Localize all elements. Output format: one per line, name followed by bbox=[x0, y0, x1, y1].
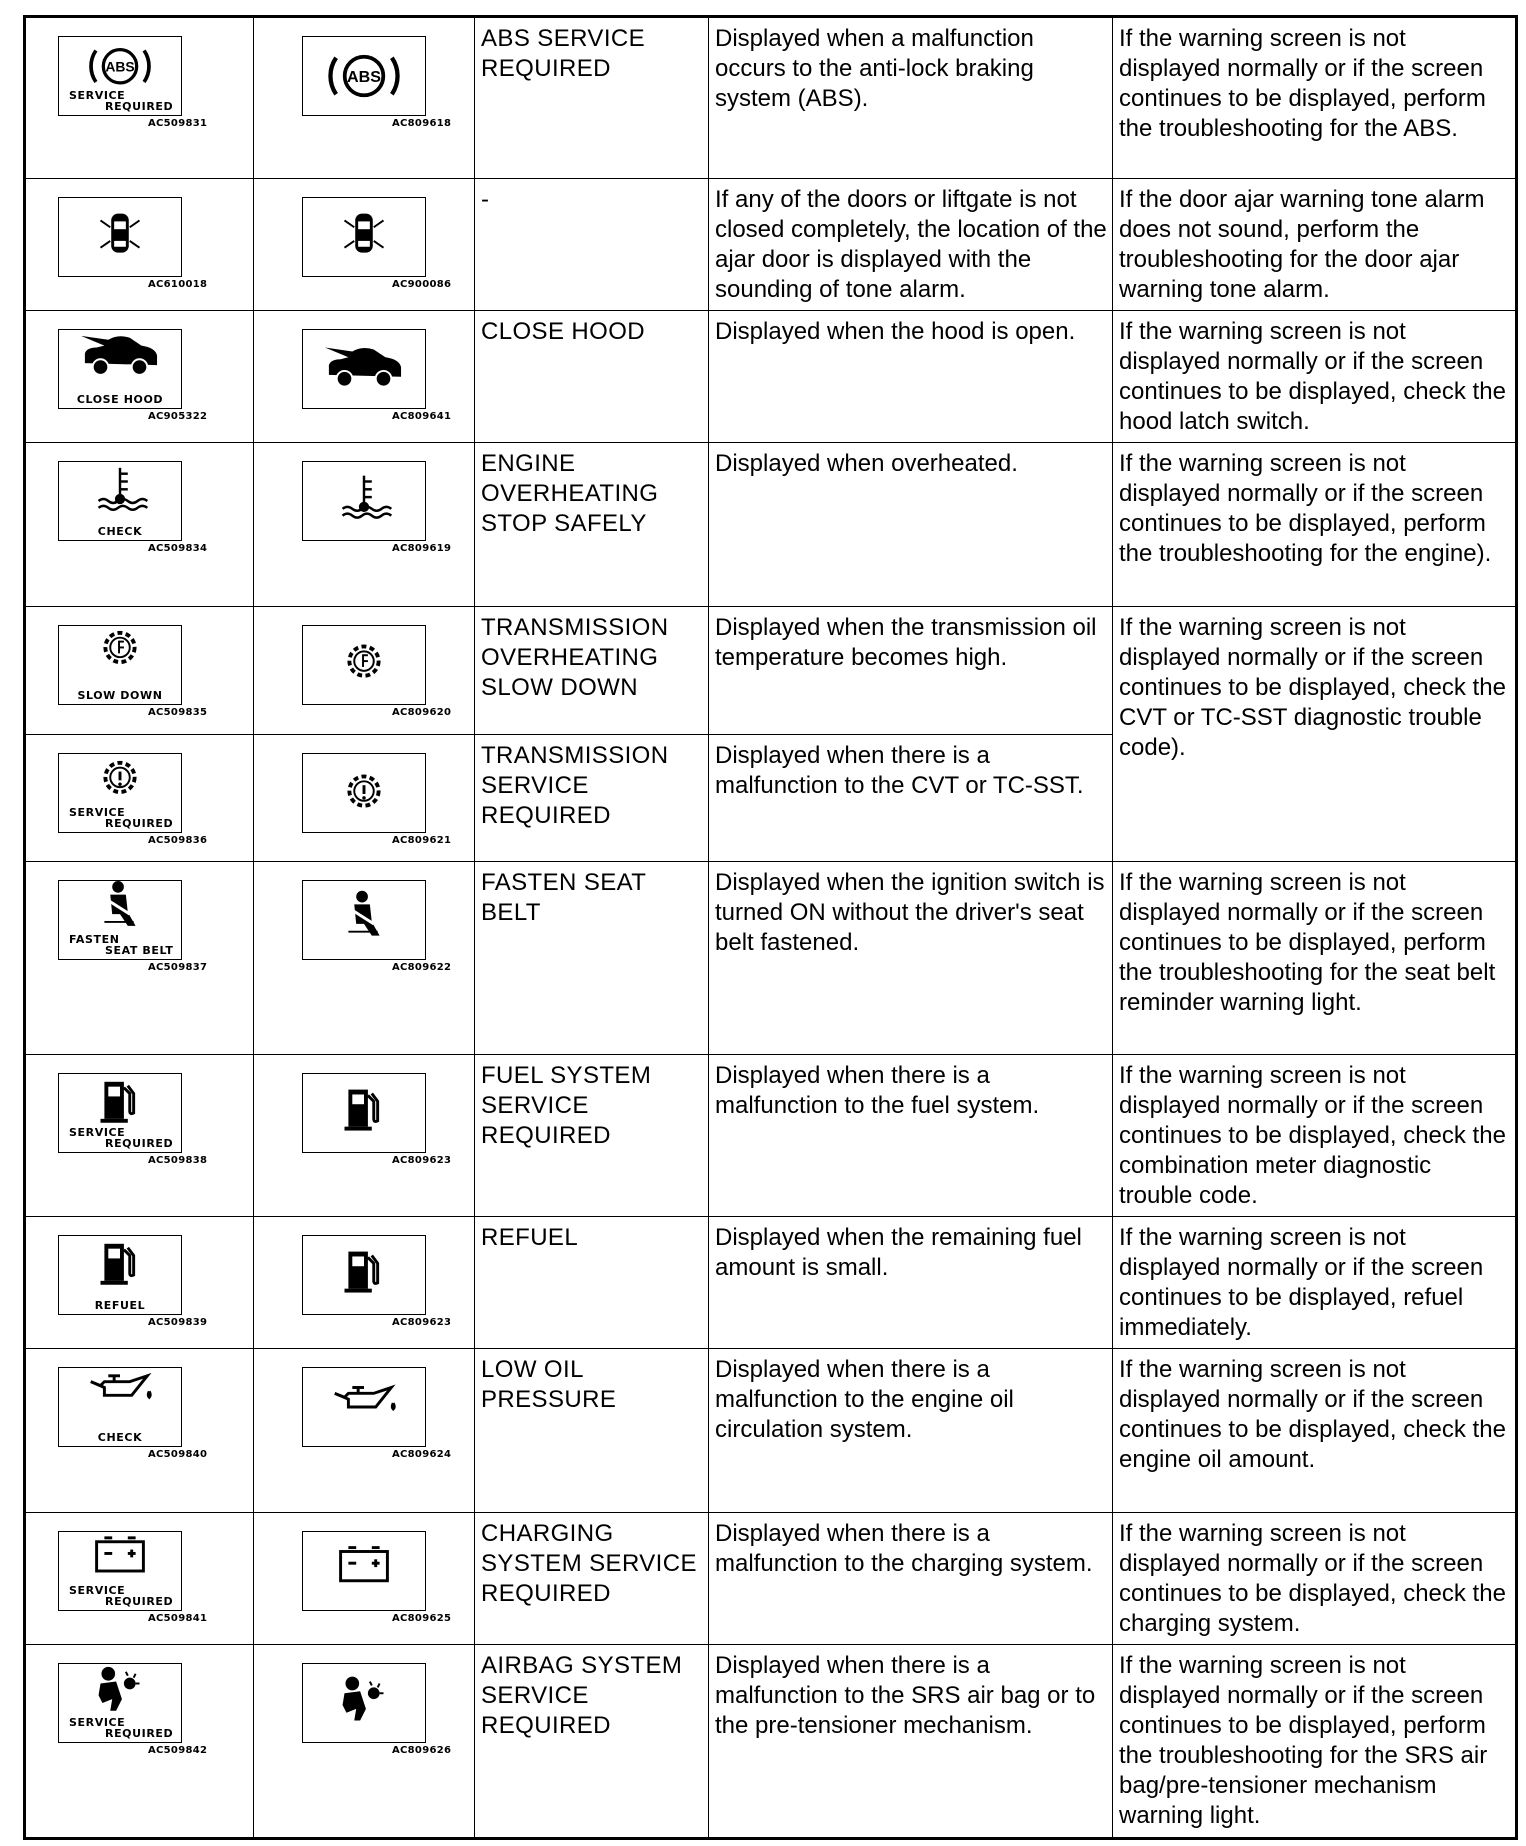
airbag-icon bbox=[303, 1664, 425, 1742]
corrective-action: If the warning screen is not displayed normally or if the screen continues to be displayed, check the hood latch switch. bbox=[1119, 318, 1506, 435]
message-label: AIRBAG SYSTEM SERVICE REQUIRED bbox=[481, 1652, 683, 1739]
corrective-action: If the warning screen is not displayed normally or if the screen continues to be displayed, check the CVT or TC-SST diagnostic trouble code). bbox=[1119, 614, 1506, 761]
display-condition: Displayed when there is a malfunction to the engine oil circulation system. bbox=[715, 1356, 1014, 1443]
icon-frame bbox=[302, 461, 426, 541]
icon-caption bbox=[59, 690, 181, 701]
corrective-action: If the door ajar warning tone alarm does not sound, perform the troubleshooting for the door ajar warning tone alarm. bbox=[1119, 186, 1485, 303]
display-condition-cell bbox=[709, 1645, 1113, 1839]
icon-frame bbox=[58, 1531, 182, 1611]
display-condition-cell bbox=[709, 1055, 1113, 1217]
table-row bbox=[25, 311, 1517, 443]
icon-frame bbox=[302, 1367, 426, 1447]
icon-frame bbox=[302, 329, 426, 409]
icon-frame bbox=[302, 753, 426, 833]
icon-frame bbox=[58, 1367, 182, 1447]
icon-caption bbox=[59, 1127, 181, 1149]
icon-frame bbox=[58, 880, 182, 960]
warning-screen-icon-cell bbox=[25, 443, 254, 607]
icon-caption-line: SERVICE bbox=[69, 89, 126, 102]
corrective-action-cell bbox=[1113, 862, 1517, 1055]
figure-code: AC809620 bbox=[392, 707, 452, 718]
table-row bbox=[25, 1513, 1517, 1645]
corrective-action: If the warning screen is not displayed normally or if the screen continues to be displayed, check the charging system. bbox=[1119, 1520, 1506, 1637]
figure-code: AC809621 bbox=[392, 835, 452, 846]
icon-frame bbox=[302, 625, 426, 705]
icon-frame bbox=[58, 36, 182, 116]
message-label-cell bbox=[475, 443, 709, 607]
icon-caption-line: REFUEL bbox=[94, 1299, 146, 1312]
corrective-action: If the warning screen is not displayed normally or if the screen continues to be displayed, perform the troubleshooting for the seat belt reminder warning light. bbox=[1119, 869, 1496, 1016]
table-row bbox=[25, 862, 1517, 1055]
icon-frame bbox=[58, 329, 182, 409]
display-condition: Displayed when there is a malfunction to the fuel system. bbox=[715, 1062, 1040, 1119]
icon-caption-line: SERVICE bbox=[69, 1126, 126, 1139]
warning-screen-icon-cell bbox=[25, 1217, 254, 1349]
warning-screen-icon-cell bbox=[25, 311, 254, 443]
icon-frame bbox=[302, 1531, 426, 1611]
display-icon-cell bbox=[254, 1349, 475, 1513]
abs-icon bbox=[303, 37, 425, 115]
icon-frame bbox=[302, 1663, 426, 1743]
icon-caption-line: CHECK bbox=[97, 1431, 143, 1444]
warning-screen-icon-cell bbox=[25, 1513, 254, 1645]
display-condition-cell bbox=[709, 17, 1113, 179]
icon-caption-line: SERVICE bbox=[69, 1584, 126, 1597]
icon-frame bbox=[58, 1073, 182, 1153]
display-icon-cell bbox=[254, 17, 475, 179]
svg-text:ABS: ABS bbox=[105, 58, 135, 75]
icon-caption bbox=[59, 1432, 181, 1443]
icon-caption bbox=[59, 1300, 181, 1311]
icon-caption-line: SERVICE bbox=[69, 806, 126, 819]
icon-frame bbox=[302, 36, 426, 116]
icon-frame bbox=[58, 1235, 182, 1315]
corrective-action-cell bbox=[1113, 311, 1517, 443]
icon-frame bbox=[58, 625, 182, 705]
corrective-action-cell bbox=[1113, 443, 1517, 607]
warning-screen-icon-cell bbox=[25, 1055, 254, 1217]
battery-icon bbox=[303, 1532, 425, 1610]
icon-frame bbox=[58, 1663, 182, 1743]
display-condition-cell bbox=[709, 1217, 1113, 1349]
figure-code: AC509831 bbox=[148, 118, 208, 129]
figure-code: AC809618 bbox=[392, 118, 452, 129]
corrective-action: If the warning screen is not displayed normally or if the screen continues to be displayed, perform the troubleshooting for the ABS. bbox=[1119, 25, 1486, 142]
display-icon-cell bbox=[254, 1513, 475, 1645]
coolant-temperature-icon bbox=[303, 462, 425, 540]
message-label: ABS SERVICE REQUIRED bbox=[481, 25, 646, 82]
corrective-action-cell bbox=[1113, 1217, 1517, 1349]
message-label: CLOSE HOOD bbox=[481, 318, 646, 345]
icon-caption bbox=[59, 934, 181, 956]
figure-code: AC809623 bbox=[392, 1155, 452, 1166]
seat-belt-icon bbox=[303, 881, 425, 959]
display-condition-cell bbox=[709, 1349, 1113, 1513]
corrective-action-cell bbox=[1113, 1645, 1517, 1839]
icon-frame bbox=[58, 461, 182, 541]
display-icon-cell bbox=[254, 862, 475, 1055]
figure-code: AC509840 bbox=[148, 1449, 208, 1460]
icon-caption-line: CHECK bbox=[97, 525, 143, 538]
icon-caption-line: REQUIRED bbox=[105, 1137, 174, 1150]
icon-caption bbox=[59, 1717, 181, 1739]
icon-frame bbox=[302, 197, 426, 277]
display-condition-cell bbox=[709, 443, 1113, 607]
icon-caption-line: FASTEN bbox=[69, 933, 120, 946]
icon-caption-line: SERVICE bbox=[69, 1716, 126, 1729]
oil-can-icon bbox=[303, 1368, 425, 1446]
hood-open-icon bbox=[303, 330, 425, 408]
table-row bbox=[25, 1217, 1517, 1349]
corrective-action: If the warning screen is not displayed normally or if the screen continues to be displayed, check the engine oil amount. bbox=[1119, 1356, 1506, 1473]
corrective-action: If the warning screen is not displayed normally or if the screen continues to be displayed, refuel immediately. bbox=[1119, 1224, 1484, 1341]
warning-display-table bbox=[23, 15, 1518, 1840]
display-condition: Displayed when the transmission oil temperature becomes high. bbox=[715, 614, 1097, 671]
message-label-cell bbox=[475, 1645, 709, 1839]
figure-code: AC509841 bbox=[148, 1613, 208, 1624]
icon-frame bbox=[302, 1235, 426, 1315]
warning-screen-icon-cell bbox=[25, 17, 254, 179]
message-label-cell bbox=[475, 735, 709, 862]
icon-caption bbox=[59, 1585, 181, 1607]
figure-code: AC509836 bbox=[148, 835, 208, 846]
figure-code: AC809619 bbox=[392, 543, 452, 554]
icon-caption bbox=[59, 807, 181, 829]
transmission-warning-icon bbox=[303, 754, 425, 832]
icon-caption-line: REQUIRED bbox=[105, 1595, 174, 1608]
figure-code: AC509834 bbox=[148, 543, 208, 554]
display-icon-cell bbox=[254, 443, 475, 607]
figure-code: AC509835 bbox=[148, 707, 208, 718]
display-icon-cell bbox=[254, 607, 475, 735]
table-row bbox=[25, 1055, 1517, 1217]
message-label-cell bbox=[475, 862, 709, 1055]
display-condition: Displayed when the ignition switch is turned ON without the driver's seat belt fastened. bbox=[715, 869, 1105, 956]
figure-code: AC809624 bbox=[392, 1449, 452, 1460]
display-condition: Displayed when the remaining fuel amount is small. bbox=[715, 1224, 1082, 1281]
message-label: FUEL SYSTEM SERVICE REQUIRED bbox=[481, 1062, 652, 1149]
display-condition: Displayed when there is a malfunction to the CVT or TC-SST. bbox=[715, 742, 1084, 799]
corrective-action-cell bbox=[1113, 607, 1517, 862]
icon-caption-line: SLOW DOWN bbox=[77, 689, 163, 702]
display-condition-cell bbox=[709, 862, 1113, 1055]
figure-code: AC809622 bbox=[392, 962, 452, 973]
warning-screen-icon-cell bbox=[25, 862, 254, 1055]
message-label: - bbox=[481, 186, 490, 213]
corrective-action-cell bbox=[1113, 1055, 1517, 1217]
corrective-action: If the warning screen is not displayed normally or if the screen continues to be displayed, perform the troubleshooting for the SRS air bag/pre-tensioner mechanism warning light. bbox=[1119, 1652, 1488, 1829]
message-label-cell bbox=[475, 179, 709, 311]
display-condition: Displayed when a malfunction occurs to the anti-lock braking system (ABS). bbox=[715, 25, 1034, 112]
message-label-cell bbox=[475, 1349, 709, 1513]
display-icon-cell bbox=[254, 179, 475, 311]
message-label: FASTEN SEAT BELT bbox=[481, 869, 647, 926]
display-icon-cell bbox=[254, 735, 475, 862]
figure-code: AC509842 bbox=[148, 1745, 208, 1756]
table-row bbox=[25, 607, 1517, 735]
corrective-action-cell bbox=[1113, 1349, 1517, 1513]
warning-screen-icon-cell bbox=[25, 1645, 254, 1839]
icon-caption bbox=[59, 90, 181, 112]
display-condition: Displayed when overheated. bbox=[715, 450, 1018, 477]
table-row bbox=[25, 179, 1517, 311]
message-label: REFUEL bbox=[481, 1224, 579, 1251]
display-condition-cell bbox=[709, 607, 1113, 735]
message-label: TRANSMISSION OVERHEATING SLOW DOWN bbox=[481, 614, 669, 701]
icon-frame bbox=[302, 1073, 426, 1153]
icon-frame bbox=[302, 880, 426, 960]
icon-caption-line: REQUIRED bbox=[105, 100, 174, 113]
message-label-cell bbox=[475, 607, 709, 735]
message-label-cell bbox=[475, 17, 709, 179]
icon-caption-line: REQUIRED bbox=[105, 817, 174, 830]
figure-code: AC809641 bbox=[392, 411, 452, 422]
corrective-action-cell bbox=[1113, 17, 1517, 179]
icon-caption-line: SEAT BELT bbox=[105, 944, 174, 957]
figure-code: AC905322 bbox=[148, 411, 208, 422]
door-ajar-icon bbox=[59, 198, 181, 276]
figure-code: AC610018 bbox=[148, 279, 208, 290]
message-label-cell bbox=[475, 1217, 709, 1349]
table-row bbox=[25, 443, 1517, 607]
display-condition-cell bbox=[709, 311, 1113, 443]
door-ajar-icon bbox=[303, 198, 425, 276]
figure-code: AC809626 bbox=[392, 1745, 452, 1756]
warning-screen-icon-cell bbox=[25, 735, 254, 862]
display-condition: If any of the doors or liftgate is not closed completely, the location of the ajar door is displayed with the sounding of tone alarm. bbox=[715, 186, 1107, 303]
icon-caption bbox=[59, 526, 181, 537]
table-row bbox=[25, 17, 1517, 179]
icon-caption bbox=[59, 394, 181, 405]
message-label-cell bbox=[475, 1513, 709, 1645]
table-body bbox=[25, 17, 1517, 1839]
figure-code: AC509838 bbox=[148, 1155, 208, 1166]
display-condition-cell bbox=[709, 179, 1113, 311]
figure-code: AC509839 bbox=[148, 1317, 208, 1328]
corrective-action: If the warning screen is not displayed normally or if the screen continues to be displayed, check the combination meter diagnostic trouble code. bbox=[1119, 1062, 1506, 1209]
message-label-cell bbox=[475, 311, 709, 443]
display-condition-cell bbox=[709, 1513, 1113, 1645]
warning-screen-icon-cell bbox=[25, 1349, 254, 1513]
display-condition-cell bbox=[709, 735, 1113, 862]
icon-frame bbox=[58, 753, 182, 833]
icon-caption-line: CLOSE HOOD bbox=[76, 393, 164, 406]
corrective-action: If the warning screen is not displayed normally or if the screen continues to be displayed, perform the troubleshooting for the engine). bbox=[1119, 450, 1492, 567]
message-label: CHARGING SYSTEM SERVICE REQUIRED bbox=[481, 1520, 697, 1607]
display-condition: Displayed when there is a malfunction to the charging system. bbox=[715, 1520, 1093, 1577]
message-label: ENGINE OVERHEATING STOP SAFELY bbox=[481, 450, 659, 537]
figure-code: AC809625 bbox=[392, 1613, 452, 1624]
message-label: LOW OIL PRESSURE bbox=[481, 1356, 617, 1413]
fuel-pump-icon bbox=[303, 1236, 425, 1314]
fuel-pump-icon bbox=[303, 1074, 425, 1152]
corrective-action-cell bbox=[1113, 179, 1517, 311]
figure-code: AC900086 bbox=[392, 279, 452, 290]
table-row bbox=[25, 1645, 1517, 1839]
display-condition: Displayed when there is a malfunction to the SRS air bag or to the pre-tensioner mechanism. bbox=[715, 1652, 1096, 1739]
display-condition: Displayed when the hood is open. bbox=[715, 318, 1076, 345]
figure-code: AC509837 bbox=[148, 962, 208, 973]
transmission-temperature-icon bbox=[303, 626, 425, 704]
warning-screen-icon-cell bbox=[25, 607, 254, 735]
display-icon-cell bbox=[254, 1217, 475, 1349]
corrective-action-cell bbox=[1113, 1513, 1517, 1645]
display-icon-cell bbox=[254, 1055, 475, 1217]
svg-text:ABS: ABS bbox=[347, 67, 381, 86]
message-label: TRANSMISSION SERVICE REQUIRED bbox=[481, 742, 669, 829]
display-icon-cell bbox=[254, 1645, 475, 1839]
icon-frame bbox=[58, 197, 182, 277]
icon-caption-line: REQUIRED bbox=[105, 1727, 174, 1740]
message-label-cell bbox=[475, 1055, 709, 1217]
display-icon-cell bbox=[254, 311, 475, 443]
figure-code: AC809623 bbox=[392, 1317, 452, 1328]
table-row bbox=[25, 1349, 1517, 1513]
warning-screen-icon-cell bbox=[25, 179, 254, 311]
